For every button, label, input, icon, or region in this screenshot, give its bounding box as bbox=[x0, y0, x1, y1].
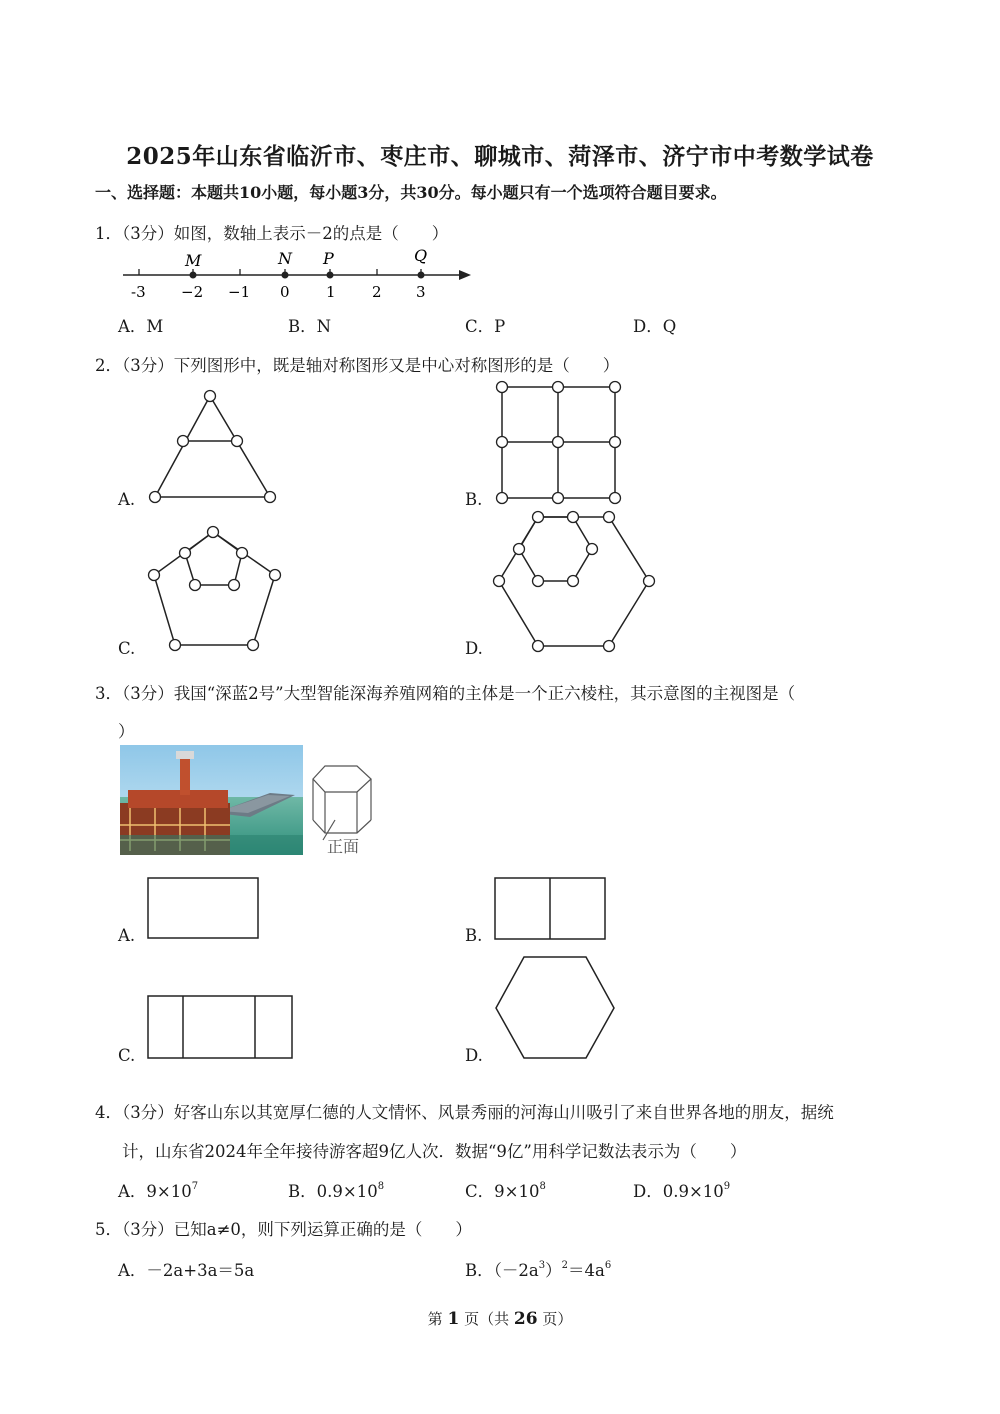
point-m bbox=[190, 272, 197, 279]
question-3-text: 3．（3分）我国“深蓝2号”大型智能深海养殖网箱的主体是一个正六棱柱，其示意图的主视图是（ bbox=[95, 684, 796, 703]
question-4-line2: 计，山东省2024年全年接待游客超9亿人次．数据“9亿”用科学记数法表示为（ ） bbox=[122, 1142, 747, 1161]
label-m: M bbox=[185, 251, 202, 270]
q2-figure-a-triangle bbox=[140, 385, 285, 507]
q2-option-d: D. bbox=[465, 639, 483, 658]
q4-option-c: C．$9\times 10^8$ bbox=[465, 1181, 546, 1201]
point-p bbox=[327, 272, 334, 279]
q3-option-a: A. bbox=[118, 926, 136, 945]
q2-figure-c-pentagons bbox=[140, 520, 290, 655]
question-3-text-cont: ） bbox=[118, 722, 135, 741]
tick-label: 2 bbox=[372, 283, 382, 301]
tick-label: −1 bbox=[228, 283, 251, 301]
question-2-text: 2．（3分）下列图形中，既是轴对称图形又是中心对称图形的是（ ） bbox=[95, 356, 620, 375]
label-q: Q bbox=[414, 246, 428, 265]
q1-option-d: D．Q bbox=[633, 317, 677, 336]
tick-label: -3 bbox=[131, 283, 146, 301]
q3-option-d: D. bbox=[465, 1046, 483, 1065]
q5-option-a: A．－2a+3a＝5a bbox=[118, 1261, 255, 1280]
front-label: 正面 bbox=[327, 837, 360, 856]
q3-figure-c-three-rects bbox=[145, 993, 297, 1063]
tick-label: 1 bbox=[326, 283, 336, 301]
number-line-arrow bbox=[459, 270, 471, 280]
q5-option-b: B．$(-2a^3)^2=4a^6$ bbox=[465, 1260, 612, 1280]
point-n bbox=[282, 272, 289, 279]
q2-figure-d-hexagons bbox=[490, 505, 660, 655]
q3-figure-d-hexagon bbox=[492, 953, 618, 1063]
tick-label: −2 bbox=[181, 283, 204, 301]
q3-figure-a-rectangle bbox=[145, 875, 263, 943]
tick-label: 3 bbox=[416, 283, 426, 301]
hexagonal-prism-sketch bbox=[305, 760, 385, 860]
q2-figure-b-grid bbox=[490, 378, 625, 510]
q4-option-d: D．$0.9\times 10^9$ bbox=[633, 1181, 731, 1201]
question-5-text: 5．（3分）已知a≠0，则下列运算正确的是（ ） bbox=[95, 1220, 472, 1239]
q3-option-c: C. bbox=[118, 1046, 136, 1065]
label-n: N bbox=[278, 249, 292, 268]
q1-option-c: C．P bbox=[465, 317, 506, 336]
point-q bbox=[418, 272, 425, 279]
q4-option-b: B．$0.9\times 10^8$ bbox=[288, 1181, 385, 1201]
exam-title: 2025年山东省临沂市、枣庄市、聊城市、菏泽市、济宁市中考数学试卷 bbox=[126, 143, 874, 170]
tick-label: 0 bbox=[280, 283, 290, 301]
q3-figure-b-two-rects bbox=[492, 875, 610, 943]
section-heading: 一、选择题：本题共10小题，每小题3分，共30分。每小题只有一个选项符合题目要求。 bbox=[95, 183, 727, 202]
q2-option-b: B. bbox=[465, 490, 483, 509]
q2-option-c: C. bbox=[118, 639, 136, 658]
q1-option-b: B．N bbox=[288, 317, 332, 336]
question-4-line1: 4．（3分）好客山东以其宽厚仁德的人文情怀、风景秀丽的河海山川吸引了来自世界各地的朋友，据统 bbox=[95, 1103, 834, 1122]
q1-option-a: A．M bbox=[118, 317, 164, 336]
number-line bbox=[115, 245, 485, 305]
page-footer: 第 1 页（共 26 页） bbox=[427, 1309, 573, 1329]
q2-option-a: A. bbox=[118, 490, 136, 509]
q4-option-a: A．$9\times 10^7$ bbox=[118, 1181, 199, 1201]
label-p: P bbox=[323, 249, 334, 268]
net-cage-photo bbox=[120, 745, 303, 855]
q3-option-b: B. bbox=[465, 926, 483, 945]
question-1-text: 1．（3分）如图，数轴上表示－2的点是（ ） bbox=[95, 224, 449, 243]
